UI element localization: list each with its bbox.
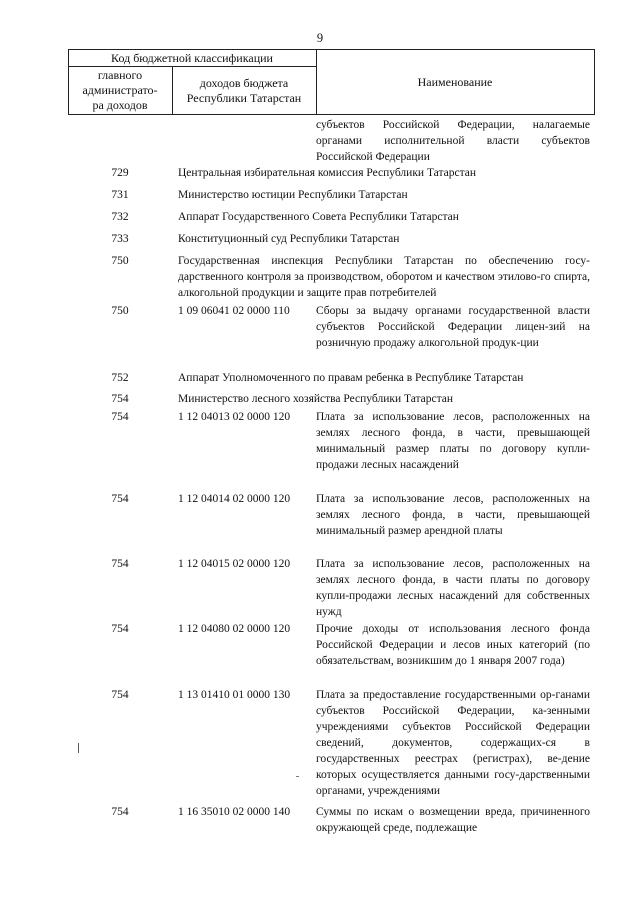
table-row-name: Центральная избирательная комиссия Республики Татарстан [178,167,477,179]
table-row-admin: 754 [111,393,129,405]
header-top-border [68,49,595,50]
table-row-income: 1 12 04013 02 0000 120 [178,411,291,423]
table-row-income: 1 09 06041 02 0000 110 [178,305,290,317]
table-row-name: Министерство юстиции Республики Татарстан [178,189,408,201]
table-row-admin: 754 [111,493,129,505]
table-row-income: 1 12 04014 02 0000 120 [178,493,291,505]
table-row-name: Плата за предоставление государственными ор-ганами субъектов Российской Федерации, ка-зенными учреждениями субъектов Российской Федерации сведений, документов, содержащих-ся в государственных реестрах (регистрах), ве-дение которых осуществляется данными госу-дарственными органами, учреждениями [316,689,590,797]
table-row-admin: 731 [111,189,129,201]
continuation-text: субъектов Российской Федерации, налагаемые органами исполнительной власти субъектов Российской Федерации [316,119,590,163]
table-row-name: Плата за использование лесов, расположенных на землях лесного фонда, в части платы по договору купли-продажи лесных насаждений для собственных нужд [316,558,590,618]
table-row-admin: 754 [111,689,129,701]
table-row-admin: 733 [111,233,129,245]
table-row-name: Плата за использование лесов, расположенных на землях лесного фонда, в части, превышающей минимальный размер платы по договору купли-продажи лесных насаждений [316,411,590,471]
header-code-group: Код бюджетной классификации [111,51,273,65]
table-row-admin: 754 [111,623,129,635]
header-income-col: доходов бюджета Республики Татарстан [186,76,302,105]
table-row-name: Конституционный суд Республики Татарстан [178,233,400,245]
scan-margin-mark [78,743,79,753]
table-row-admin: 754 [111,558,129,570]
table-row-admin: 754 [111,411,129,423]
header-bottom-border [68,114,595,115]
page-number: 9 [316,31,324,45]
header-right-border [594,49,595,115]
table-row-name: Суммы по искам о возмещении вреда, причиненного окружающей среде, подлежащие [316,806,590,834]
table-row-admin: 732 [111,211,129,223]
table-row-name: Министерство лесного хозяйства Республики Татарстан [178,393,454,405]
table-row-admin: 750 [111,255,129,267]
table-row-name: Аппарат Уполномоченного по правам ребенка в Республике Татарстан [178,372,524,384]
header-group-divider [68,66,316,67]
table-row-income: 1 12 04015 02 0000 120 [178,558,291,570]
header-name-col: Наименование [417,75,493,89]
scan-speck [296,776,299,777]
table-row-name: Государственная инспекция Республики Татарстан по обеспечению госу-дарственного контроля за производством, оборотом и качеством этилово-го спирта, алкогольной продукции и защите прав потребителей [178,255,590,299]
table-row-name: Плата за использование лесов, расположенных на землях лесного фонда, в части, превышающей минимальный размер арендной платы [316,493,590,537]
table-row-income: 1 12 04080 02 0000 120 [178,623,291,635]
table-row-name: Аппарат Государственного Совета Республики Татарстан [178,211,459,223]
table-row-admin: 752 [111,372,129,384]
table-row-admin: 729 [111,167,129,179]
header-admin-col: главного администрато- ра доходов [82,68,158,112]
table-row-income: 1 16 35010 02 0000 140 [178,806,291,818]
table-row-admin: 754 [111,806,129,818]
table-row-admin: 750 [111,305,129,317]
table-row-income: 1 13 01410 01 0000 130 [178,689,291,701]
table-row-name: Сборы за выдачу органами государственной власти субъектов Российской Федерации лицен-зий на розничную продажу алкогольной продук-ции [316,305,590,349]
table-row-name: Прочие доходы от использования лесного фонда Российской Федерации и лесов иных категорий (по обязательствам, возникшим до 1 января 2007 года) [316,623,590,667]
